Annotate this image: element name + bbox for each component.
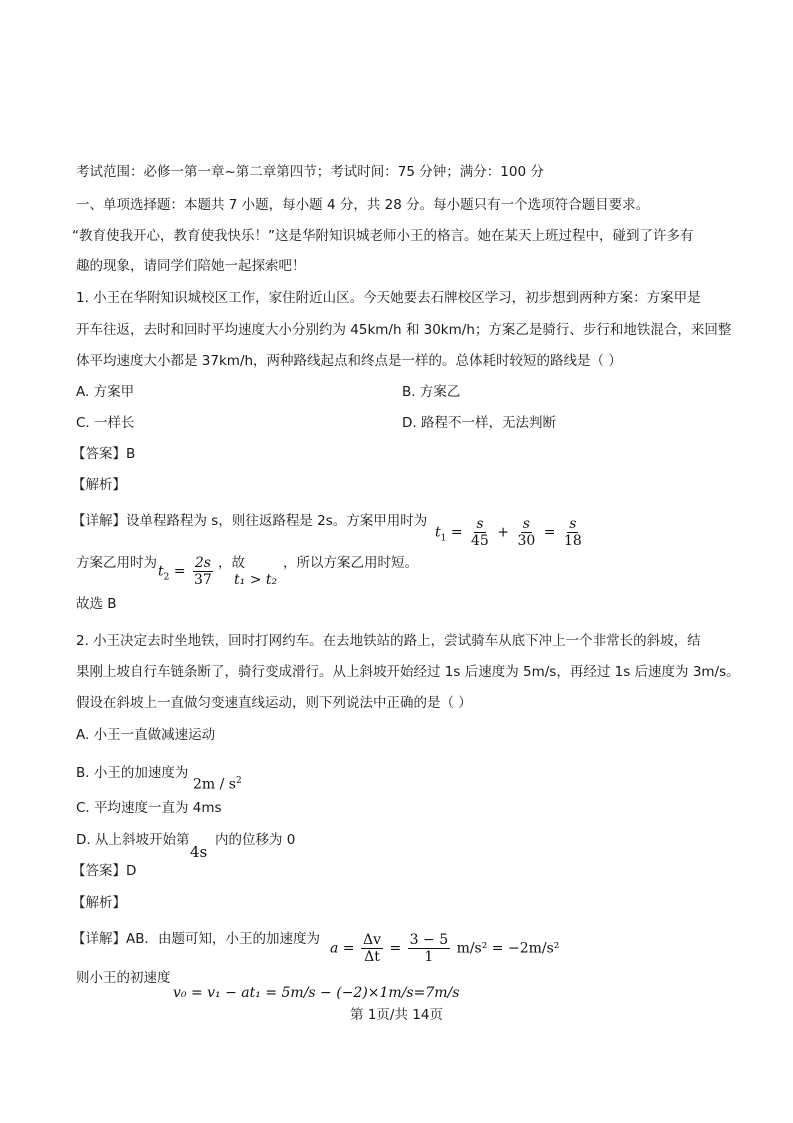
detail-tag: 【详解】 <box>72 513 126 529</box>
q1-option-b: B. 方案乙 <box>402 384 461 400</box>
page-footer: 第 1页/共 14页 <box>350 1007 443 1023</box>
answer-tag: 【答案】 <box>72 446 126 462</box>
q2-formula-accel: a = $\frac{\Delta v}{\Delta t}$ = $\frac{3 - 5}{1}$ m/s² = −2m/s² <box>330 932 560 965</box>
q2-stem-line-2: 果刚上坡自行车链条断了，骑行变成滑行。从上斜坡开始经过 1s 后速度为 5m/s，再经过 1s 后速度为 3m/s。 <box>76 664 740 680</box>
q2-analysis-tag: 【解析】 <box>72 895 126 911</box>
q2-option-d-math: 4s <box>190 843 208 861</box>
q1-detail-line-1 <box>72 512 427 530</box>
q1-option-d: D. 路程不一样，无法判断 <box>402 415 556 431</box>
q2-option-d-text-2: 内的位移为 0 <box>215 832 296 848</box>
q2-answer <box>72 862 136 880</box>
q1-detail-line-2a: 方案乙用时为 <box>76 555 157 571</box>
q2-detail-line-1 <box>72 930 320 948</box>
q1-detail-line-2b: ，故 <box>218 555 245 571</box>
q1-stem-line-2: 开车往返，去时和回时平均速度大小分别约为 45km/h 和 30km/h；方案乙是骑行、步行和地铁混合，来回整 <box>76 322 732 338</box>
fraction: $\frac{3 - 5}{1}$ <box>409 932 449 965</box>
q1-stem-line-1: 1. 小王在华附知识城校区工作，家住附近山区。今天她要去石牌校区学习，初步想到两种方案：方案甲是 <box>76 290 701 306</box>
answer-tag: 【答案】 <box>72 863 126 879</box>
q2-option-c: C. 平均速度一直为 4ms <box>76 800 222 816</box>
section-heading: 一、单项选择题：本题共 7 小题，每小题 4 分，共 28 分。每小题只有一个选项符合题目要求。 <box>76 197 650 213</box>
q2-formula-v0: v₀ = v₁ − at₁ = 5m/s − (−2)×1m/s=7m/s <box>173 985 460 1001</box>
q1-detail-line-2c: ，所以方案乙用时短。 <box>283 555 418 571</box>
fraction: $\frac{s}{45}$ <box>471 516 489 549</box>
exam-scope: 考试范围：必修一第一章~第二章第四节；考试时间：75 分钟；满分：100 分 <box>76 164 544 180</box>
answer-value: D <box>126 863 137 879</box>
q2-option-a: A. 小王一直做减速运动 <box>76 727 216 743</box>
q1-formula-t2: $t_2$ = $\frac{2s}{37}$ <box>158 555 212 588</box>
detail-tag: 【详解】 <box>72 931 126 947</box>
fraction: $\frac{s}{30}$ <box>517 516 536 549</box>
q2-option-b-math: $2m / s^2$ <box>193 776 242 793</box>
q1-stem-line-3: 体平均速度大小都是 37km/h，两种路线起点和终点是一样的。总体耗时较短的路线是（ ） <box>76 353 622 369</box>
q1-formula-t1: $t_1$ = $\frac{s}{45}$ + $\frac{s}{30}$ = $\frac{s}{18}$ <box>435 516 582 549</box>
q1-conclusion: 故选 B <box>76 596 117 612</box>
intro-line-2: 趣的现象，请同学们陪她一起探索吧！ <box>76 258 306 274</box>
intro-line-1: “教育使我开心，教育使我快乐！”这是华附知识城老师小王的格言。她在某天上班过程中，碰到了许多有 <box>72 228 694 244</box>
q2-detail-line-2: 则小王的初速度 <box>76 970 171 986</box>
q2-stem-line-1: 2. 小王决定去时坐地铁，回时打网约车。在去地铁站的路上，尝试骑车从底下冲上一个非常长的斜坡，结 <box>76 633 701 649</box>
fraction: $\frac{\Delta v}{\Delta t}$ <box>362 932 382 965</box>
q1-option-c: C. 一样长 <box>76 415 135 431</box>
answer-value: B <box>126 446 136 462</box>
q1-option-a: A. 方案甲 <box>76 384 135 400</box>
detail-text: AB．由题可知，小王的加速度为 <box>126 931 320 947</box>
q1-analysis-tag: 【解析】 <box>72 477 126 493</box>
fraction: $\frac{2s}{37}$ <box>194 555 212 588</box>
fraction: $\frac{s}{18}$ <box>563 516 582 549</box>
q2-stem-line-3: 假设在斜坡上一直做匀变速直线运动，则下列说法中正确的是（ ） <box>76 695 472 711</box>
q1-answer <box>72 445 135 463</box>
q2-option-b: B. 小王的加速度为 <box>76 765 189 781</box>
q2-option-d-text: D. 从上斜坡开始第 <box>76 832 190 848</box>
detail-text: 设单程路程为 s，则往返路程是 2s。方案甲用时为 <box>126 513 428 529</box>
q1-compare: t₁ > t₂ <box>234 572 278 588</box>
